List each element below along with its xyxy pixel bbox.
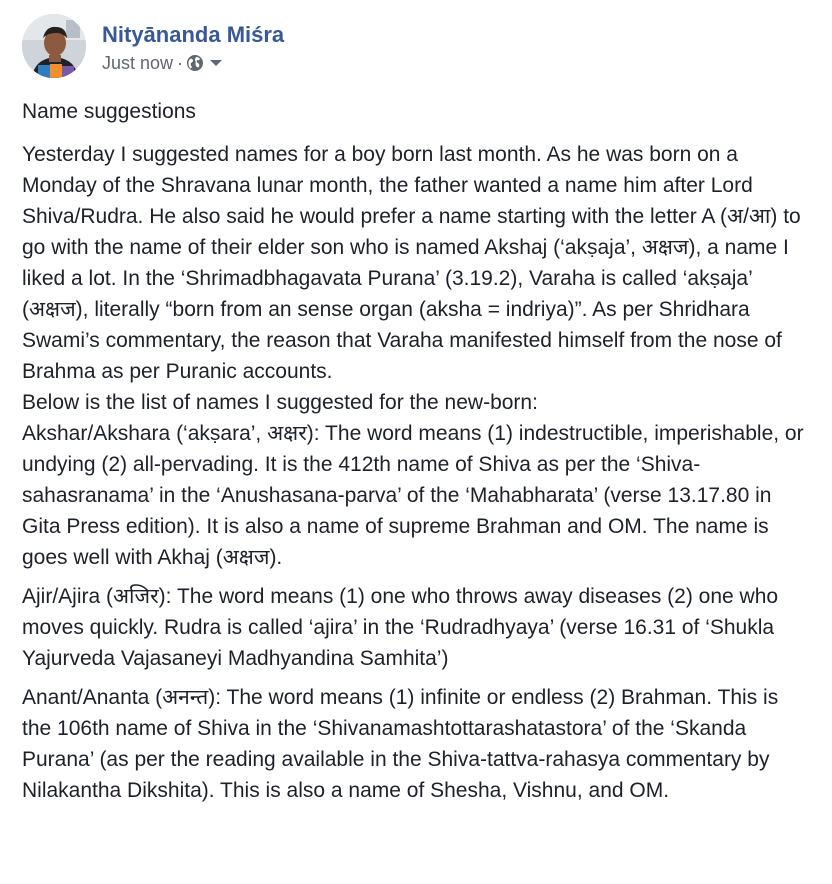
- post-header: [22, 14, 284, 84]
- post-paragraph-akshar: Akshar/Akshara (‘akṣara’, अक्षर): The word means (1) indestructible, imperishable, or undying (2) all-pervading. It is the 412th name of Shiva as per the ‘Shiva-sahasranama’ in the ‘Anushasana-parva’ of the ‘Mahabharata’ (verse 13.17.80 in Gita Press edition). It is also a name of supreme Brahman and OM. The name is goes well with Akhaj (अक्षज).: [22, 422, 804, 569]
- post-paragraph-intro: Yesterday I suggested names for a boy born last month. As he was born on a Monday of the Shravana lunar month, the father wanted a name him after Lord Shiva/Rudra. He also said he would prefer a name starting with the letter A (अ/आ) to go with the name of their elder son who is named Akshaj (‘akṣaja’, अक्षज), a name I liked a lot. In the ‘Shrimadbhagavata Purana’ (3.19.2), Varaha is called ‘akṣaja’ (अक्षज), literally “born from an sense organ (aksha = indriya)”. As per Shridhara Swami’s commentary, the reason that Varaha manifested himself from the nose of Brahma as per Puranic accounts.: [22, 143, 801, 383]
- avatar-photo: [22, 14, 86, 78]
- post-title: Name suggestions: [22, 100, 196, 123]
- post-paragraph-list-intro: Below is the list of names I suggested for the new-born:: [22, 391, 538, 414]
- post-paragraph-ajir: Ajir/Ajira (अजिर): The word means (1) one who throws away diseases (2) one who moves quickly. Rudra is called ‘ajira’ in the ‘Rudradhyaya’ (verse 16.31 of ‘Shukla Yajurveda Vajasaneyi Madhyandina Samhita’): [22, 585, 779, 670]
- meta-separator: ·: [177, 53, 184, 73]
- globe-icon[interactable]: [186, 54, 204, 72]
- chevron-down-icon[interactable]: [209, 58, 223, 68]
- avatar[interactable]: [22, 14, 86, 78]
- post-timestamp-link[interactable]: Just now: [102, 53, 174, 73]
- author-name-link[interactable]: Nityānanda Miśra: [102, 22, 285, 47]
- post-body: [22, 96, 812, 806]
- post-paragraph-anant: Anant/Ananta (अनन्त): The word means (1) infinite or endless (2) Brahman. This is the 106th name of Shiva in the ‘Shivanamashtottarashatastora’ of the ‘Skanda Purana’ (as per the reading available in the Shiva-tattva-rahasya commentary by Nilakantha Dikshita). This is also a name of Shesha, Vishnu, and OM.: [22, 686, 779, 802]
- post-meta: [102, 21, 284, 75]
- post-subline: [102, 51, 284, 75]
